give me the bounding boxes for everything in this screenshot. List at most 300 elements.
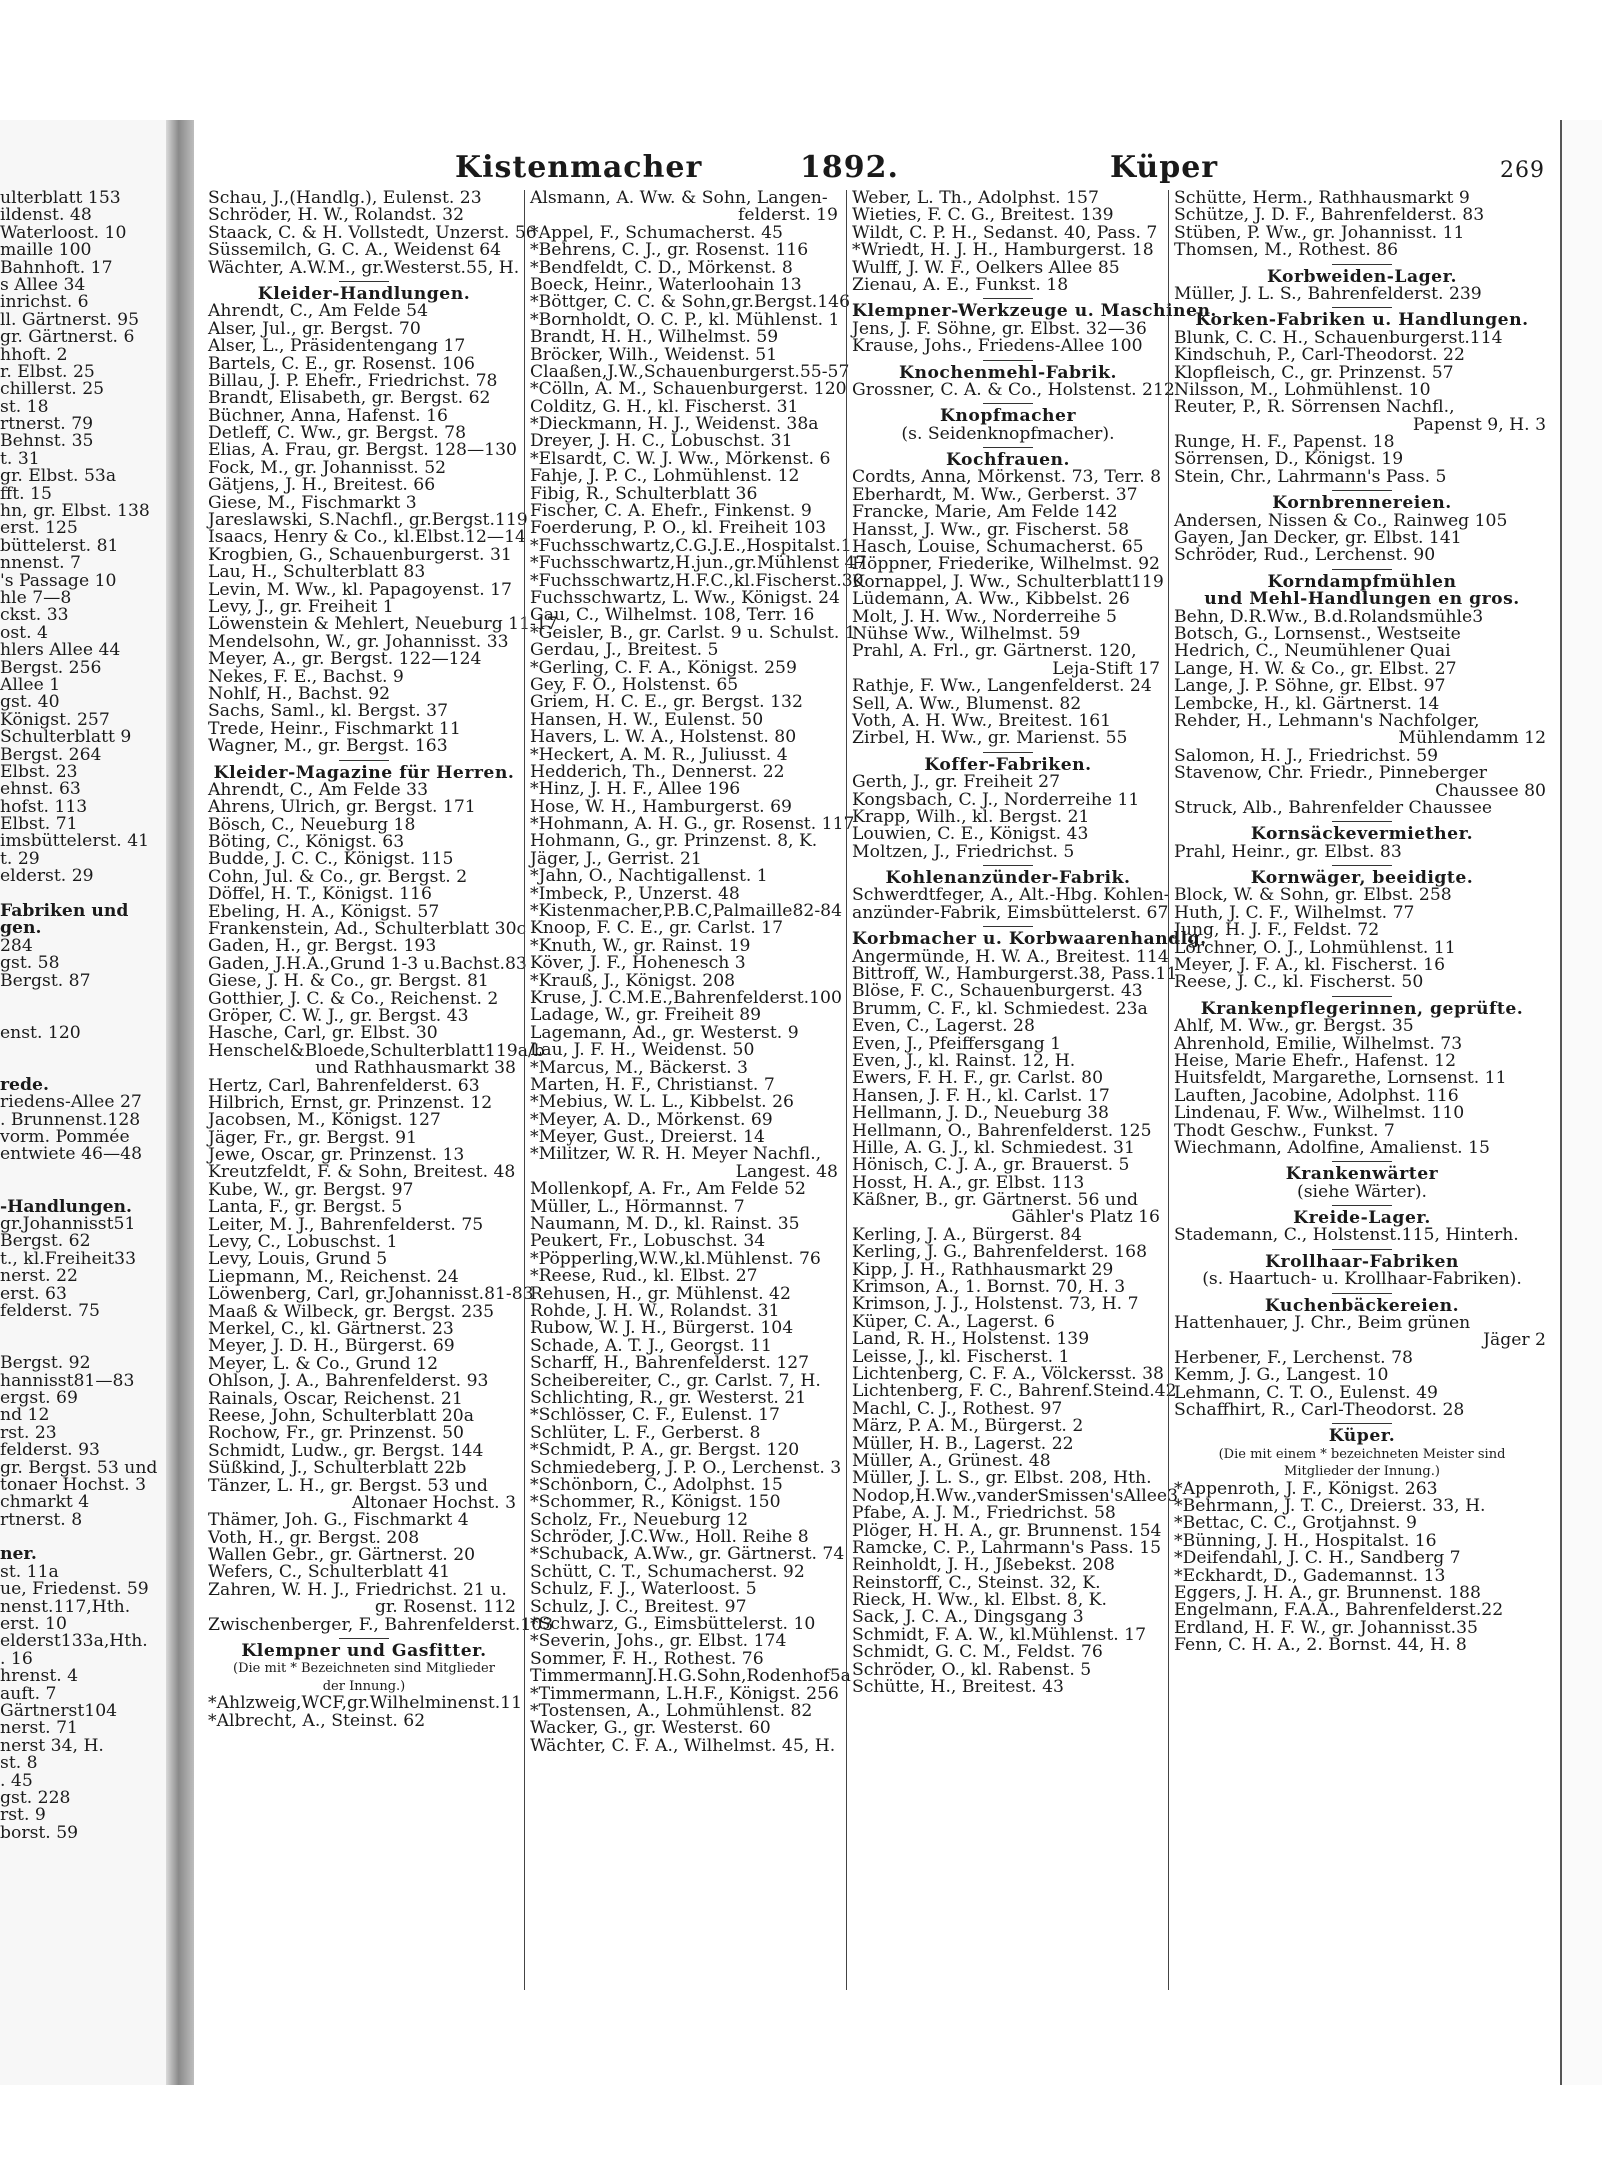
directory-entry: Schulz, F. J., Waterloost. 5 (530, 1579, 757, 1600)
directory-entry: Levin, M. Ww., kl. Papagoyenst. 17 (208, 579, 512, 600)
directory-entry: Marten, H. F., Christianst. 7 (530, 1074, 775, 1095)
facing-page-line: rtnerst. 79 (0, 414, 94, 435)
entry-continuation: Gähler's Platz 16 (1011, 1207, 1160, 1228)
directory-entry: Scholz, Fr., Neueburg 12 (530, 1509, 749, 1530)
facing-page-line: ner. (0, 1544, 37, 1565)
directory-entry: Zienau, A. E., Funkst. 18 (852, 274, 1069, 295)
entry-continuation: Jäger 2 (1483, 1330, 1546, 1351)
entry-continuation: Leja-Stift 17 (1052, 658, 1160, 679)
directory-entry: Liepmann, M., Reichenst. 24 (208, 1266, 459, 1287)
facing-page-line: Fabriken und (0, 901, 129, 922)
directory-entry: Schütte, Herm., Rathhausmarkt 9 (1174, 188, 1470, 208)
running-head-left: Kistenmacher (455, 150, 703, 185)
facing-page-line: Bahnhoft. 17 (0, 257, 113, 278)
facing-page-line (0, 1320, 160, 1337)
directory-column-4 (1174, 190, 1550, 1654)
directory-entry: Lembcke, H., kl. Gärtnerst. 14 (1174, 693, 1440, 714)
directory-entry: Kongsbach, C. J., Norderreihe 11 (852, 789, 1140, 810)
directory-entry: Kemm, J. G., Langest. 10 (1174, 1365, 1389, 1386)
section-heading: Kornbrennereien. (1272, 493, 1452, 514)
facing-page-line (0, 1042, 160, 1059)
facing-page-line: chmarkt 4 (0, 1492, 90, 1513)
directory-entry: Machl, C. J., Rothest. 97 (852, 1398, 1063, 1419)
facing-page-line: nerst 34, H. (0, 1735, 104, 1756)
directory-entry: Stavenow, Chr. Friedr., Pinneberger (1174, 763, 1487, 784)
directory-entry: *Jahn, O., Nachtigallenst. 1 (530, 866, 768, 887)
section-heading: Küper. (1328, 1426, 1396, 1447)
facing-page-line: gst. 228 (0, 1787, 71, 1808)
section-divider (1174, 1245, 1550, 1254)
directory-entry: Engelmann, F.A.A., Bahrenfelderst.22 (1174, 1600, 1504, 1621)
facing-page-line: elderst. 29 (0, 866, 94, 887)
directory-entry: Hansst, J. Ww., gr. Fischerst. 58 (852, 519, 1130, 540)
directory-entry: Leiter, M. J., Bahrenfelderst. 75 (208, 1214, 484, 1235)
directory-entry: Schröder, J.C.Ww., Holl. Reihe 8 (530, 1527, 809, 1548)
directory-entry: Zahren, W. H. J., Friedrichst. 21 u. (208, 1579, 507, 1600)
directory-entry: Lagemann, Ad., gr. Westerst. 9 (530, 1022, 799, 1043)
section-divider (852, 861, 1164, 870)
directory-entry: Elias, A. Frau, gr. Bergst. 128—130 (208, 440, 517, 461)
cross-reference: (s. Seidenknopfmacher). (901, 423, 1115, 444)
column-rule (846, 190, 847, 1990)
directory-entry: Schaffhirt, R., Carl-Theodorst. 28 (1174, 1400, 1465, 1420)
column-rule (524, 190, 525, 1990)
facing-page-line: ulterblatt 153 (0, 188, 121, 208)
facing-page-line: st. 8 (0, 1753, 38, 1774)
facing-page-line: Bergst. 62 (0, 1231, 91, 1252)
facing-page-line: nerst. 22 (0, 1266, 78, 1287)
directory-entry: Gerdau, J., Breitest. 5 (530, 640, 719, 661)
directory-entry: Schmidt, G. C. M., Feldst. 76 (852, 1642, 1103, 1663)
directory-entry: Hille, A. G. J., kl. Schmiedest. 31 (852, 1137, 1135, 1158)
section-divider (852, 399, 1164, 408)
directory-entry: Thämer, Joh. G., Fischmarkt 4 (208, 1510, 469, 1531)
directory-entry: Krause, Johs., Friedens-Allee 100 (852, 336, 1143, 357)
directory-entry: Wacker, G., gr. Westerst. 60 (530, 1718, 771, 1739)
facing-page-line: borst. 59 (0, 1822, 79, 1843)
directory-entry: Büchner, Anna, Hafenst. 16 (208, 405, 448, 426)
section-heading: Kornsäckevermiether. (1250, 824, 1474, 845)
directory-entry: Hedderich, Th., Dennerst. 22 (530, 761, 785, 782)
section-note: Mitglieder der Innung.) (1284, 1464, 1440, 1480)
directory-entry: Rehder, H., Lehmann's Nachfolger, (1174, 710, 1480, 731)
directory-entry: Schade, A. T. J., Georgst. 11 (530, 1335, 772, 1356)
directory-entry: Rieck, H. Ww., kl. Elbst. 8, K. (852, 1590, 1107, 1611)
directory-entry: *Severin, Johs., gr. Elbst. 174 (530, 1631, 787, 1652)
directory-entry: Lau, J. F. H., Weidenst. 50 (530, 1040, 755, 1061)
facing-page-edge (0, 120, 166, 2085)
directory-column-1 (208, 188, 558, 1731)
facing-page-line: rtnerst. 8 (0, 1509, 83, 1530)
directory-entry: Behn, D.R.Ww., B.d.Rolandsmühle3 (1174, 606, 1484, 627)
directory-entry: Schröder, Rud., Lerchenst. 90 (1174, 545, 1436, 566)
directory-entry: *Appenroth, J. F., Königst. 263 (1174, 1478, 1438, 1499)
facing-page-line: ergst. 69 (0, 1387, 78, 1408)
section-divider (852, 748, 1164, 757)
directory-entry: Reese, John, Schulterblatt 20a (208, 1405, 474, 1426)
directory-entry: Ebeling, H. A., Königst. 57 (208, 901, 440, 922)
directory-entry: Huitsfeldt, Margarethe, Lornsenst. 11 (1174, 1068, 1507, 1089)
facing-page-line: hlers Allee 44 (0, 640, 121, 661)
directory-entry: Müller, A., Grünest. 48 (852, 1450, 1051, 1471)
directory-entry: Detleff, C. Ww., gr. Bergst. 78 (208, 423, 467, 444)
facing-page-line: Waterloost. 10 (0, 222, 127, 243)
directory-entry: *Appel, F., Schumacherst. 45 (530, 222, 783, 243)
facing-page-line: gr. Elbst. 53a (0, 466, 117, 487)
directory-entry: Peukert, Fr., Lobuschst. 34 (530, 1231, 766, 1252)
directory-entry: Schmiedeberg, J. P. O., Lerchenst. 3 (530, 1457, 842, 1478)
directory-entry: Boeck, Heinr., Waterloohain 13 (530, 274, 802, 295)
directory-entry: Löwenstein & Mehlert, Neueburg 11-17 (208, 614, 558, 635)
facing-page-line: Behnst. 35 (0, 431, 94, 452)
directory-entry: Heise, Marie Ehefr., Hafenst. 12 (1174, 1050, 1456, 1071)
directory-entry: Herbener, F., Lerchenst. 78 (1174, 1347, 1413, 1368)
directory-entry: Lange, J. P. Söhne, gr. Elbst. 97 (1174, 676, 1446, 697)
directory-entry: Dreyer, J. H. C., Lobuschst. 31 (530, 431, 793, 452)
directory-entry: Lindenau, F. Ww., Wilhelmst. 110 (1174, 1103, 1465, 1124)
directory-entry: Maaß & Wilbeck, gr. Bergst. 235 (208, 1301, 495, 1322)
section-heading: Krollhaar-Fabriken (1265, 1251, 1459, 1272)
directory-entry: Hohmann, G., gr. Prinzenst. 8, K. (530, 831, 818, 852)
facing-page-line: Elbst. 23 (0, 761, 78, 782)
facing-page-line: maille 100 (0, 240, 92, 261)
facing-page-line: ildenst. 48 (0, 205, 92, 226)
directory-column-2 (530, 188, 867, 1756)
directory-entry: Scheibereiter, C., gr. Carlst. 7, H. (530, 1370, 821, 1391)
page-number: 269 (1500, 158, 1545, 183)
facing-page-line: t. 29 (0, 848, 40, 869)
directory-entry: Grossner, C. A. & Co., Holstenst. 212 (852, 379, 1175, 400)
facing-page-line: elderst133a,Hth. (0, 1631, 148, 1652)
section-divider (1174, 486, 1550, 495)
directory-entry: Ahrenhold, Emilie, Wilhelmst. 73 (1174, 1033, 1463, 1054)
directory-entry: Plöger, H. H. A., gr. Brunnenst. 154 (852, 1520, 1162, 1541)
directory-entry: Käßner, B., gr. Gärtnerst. 56 und (852, 1190, 1139, 1211)
directory-entry: Nühse Ww., Wilhelmst. 59 (852, 623, 1081, 644)
directory-entry: *Hohmann, A. H. G., gr. Rosenst. 117 (530, 814, 855, 835)
facing-page-line: fft. 15 (0, 483, 52, 504)
directory-entry: Gerth, J., gr. Freiheit 27 (852, 772, 1061, 793)
directory-entry: *Eckhardt, D., Gademannst. 13 (1174, 1565, 1446, 1586)
directory-entry: Jareslawski, S.Nachfl., gr.Bergst.119 (208, 510, 528, 531)
entry-continuation: Altonaer Hochst. 3 (352, 1492, 516, 1513)
directory-entry: *Fuchsschwartz,H.jun.,gr.Mühlenst 47 (530, 553, 867, 574)
section-divider (1174, 565, 1550, 574)
section-divider (208, 756, 520, 765)
facing-page-line: s Allee 34 (0, 274, 86, 295)
directory-entry: Wallen Gebr., gr. Gärtnerst. 20 (208, 1545, 476, 1566)
directory-entry: Erdland, H. F. W., gr. Johannisst.35 (1174, 1617, 1478, 1638)
section-divider (208, 1634, 520, 1643)
directory-entry: Alser, L., Präsidentengang 17 (208, 336, 466, 357)
facing-page-line: nnenst. 7 (0, 553, 81, 574)
directory-entry: Wulff, J. W. F., Oelkers Allee 85 (852, 257, 1120, 278)
directory-entry: Rochow, Fr., gr. Prinzenst. 50 (208, 1423, 464, 1444)
facing-page-line: Bergst. 256 (0, 657, 102, 678)
section-divider (1174, 1289, 1550, 1298)
directory-entry: Griem, H. C. E., gr. Bergst. 132 (530, 692, 803, 713)
directory-entry: Fock, M., gr. Johannisst. 52 (208, 457, 447, 478)
directory-entry: Nilsson, M., Lohmühlenst. 10 (1174, 379, 1431, 400)
directory-entry: Hansen, J. F. H., kl. Carlst. 17 (852, 1085, 1110, 1106)
directory-entry: Gau, C., Wilhelmst. 108, Terr. 16 (530, 605, 815, 626)
facing-page-line: hn, gr. Elbst. 138 (0, 501, 150, 522)
directory-entry: Schmidt, Ludw., gr. Bergst. 144 (208, 1440, 484, 1461)
facing-page-line: imsbüttelerst. 41 (0, 831, 150, 852)
section-divider (852, 294, 1164, 303)
facing-page-line (0, 990, 160, 1007)
directory-entry: Meyer, J. D. H., Bürgerst. 69 (208, 1336, 455, 1357)
section-divider (1174, 1157, 1550, 1166)
directory-entry: Bröcker, Wilh., Weidenst. 51 (530, 344, 778, 365)
section-heading: Knopfmacher (939, 406, 1077, 427)
section-heading: Koffer-Fabriken. (924, 754, 1092, 775)
directory-entry: Wiechmann, Adolfine, Amalienst. 15 (1174, 1137, 1490, 1158)
directory-entry: Ahlf, M. Ww., gr. Bergst. 35 (1174, 1016, 1414, 1037)
facing-page-line: t., kl.Freiheit33 (0, 1248, 136, 1269)
directory-entry: Schulz, J. C., Breitest. 97 (530, 1596, 747, 1617)
directory-entry: *Marcus, M., Bäckerst. 3 (530, 1057, 748, 1078)
section-divider (1174, 817, 1550, 826)
directory-entry: *Timmermann, L.H.F., Königst. 256 (530, 1683, 839, 1704)
facing-page-text (0, 190, 160, 1842)
directory-entry: *Behrens, C. J., gr. Rosenst. 116 (530, 240, 809, 261)
entry-continuation: und Rathhausmarkt 38 (315, 1058, 516, 1079)
directory-entry: Rehusen, H., gr. Mühlenst. 42 (530, 1283, 791, 1304)
facing-page-line: entwiete 46—48 (0, 1144, 142, 1165)
directory-entry: Gey, F. O., Holstenst. 65 (530, 674, 739, 695)
directory-entry: Trede, Heinr., Fischmarkt 11 (208, 718, 461, 739)
facing-page-line: -Handlungen. (0, 1196, 132, 1217)
directory-entry: Wächter, A.W.M., gr.Westerst.55, H. (208, 257, 520, 278)
directory-entry: Hedrich, C., Neumühlener Quai (1174, 641, 1451, 662)
section-note: (Die mit * Bezeichneten sind Mitglieder (233, 1661, 495, 1677)
directory-entry: Höppner, Friederike, Wilhelmst. 92 (852, 554, 1160, 575)
directory-entry: Jäger, Fr., gr. Bergst. 91 (208, 1127, 418, 1148)
directory-entry: anzünder-Fabrik, Eimsbüttelerst. 67 (852, 902, 1169, 923)
directory-entry: *Fuchsschwartz,H.F.C.,kl.Fischerst.30 (530, 570, 864, 591)
directory-entry: Krogbien, G., Schauenburgerst. 31 (208, 544, 512, 565)
section-heading: Korbweiden-Lager. (1266, 266, 1458, 287)
directory-entry: Ewers, F. H. F., gr. Carlst. 80 (852, 1068, 1104, 1089)
directory-entry: Hönisch, C. J. A., gr. Brauerst. 5 (852, 1155, 1130, 1176)
directory-entry: Ahrendt, C., Am Felde 54 (208, 301, 429, 322)
directory-entry: *Albrecht, A., Steinst. 62 (208, 1710, 426, 1731)
directory-entry: Gaden, H., gr. Bergst. 193 (208, 936, 437, 957)
directory-entry: Botsch, G., Lornsenst., Westseite (1174, 623, 1461, 644)
facing-page-line: rst. 23 (0, 1422, 57, 1443)
directory-entry: *Reese, Rud., kl. Elbst. 27 (530, 1266, 758, 1287)
directory-entry: Lau, H., Schulterblatt 83 (208, 562, 426, 583)
section-divider (852, 356, 1164, 365)
directory-entry: *Cölln, A. M., Schauenburgerst. 120 (530, 379, 847, 400)
facing-page-line: gst. 40 (0, 692, 60, 713)
directory-entry: Rohde, J. H. W., Rolandst. 31 (530, 1301, 780, 1321)
directory-entry: Kruse, J. C.M.E.,Bahrenfelderst.100 (530, 987, 842, 1008)
facing-page-line: hofst. 113 (0, 796, 88, 817)
directory-entry: Schröder, H. W., Rolandst. 32 (208, 205, 465, 226)
directory-entry: Merkel, C., kl. Gärtnerst. 23 (208, 1319, 454, 1339)
facing-page-line: nenst.117,Hth. (0, 1596, 131, 1617)
facing-page-line: rst. 9 (0, 1805, 46, 1826)
section-divider (1174, 260, 1550, 269)
directory-entry: Voth, H., gr. Bergst. 208 (208, 1527, 420, 1548)
directory-entry: Böting, C., Königst. 63 (208, 832, 405, 853)
facing-page-line: erst. 125 (0, 518, 78, 539)
directory-entry: Thomsen, M., Rothest. 86 (1174, 240, 1399, 261)
directory-entry: Fibig, R., Schulterblatt 36 (530, 483, 758, 504)
facing-page-line: nd 12 (0, 1405, 50, 1426)
directory-entry: Salomon, H. J., Friedrichst. 59 (1174, 745, 1439, 766)
directory-entry: Levy, C., Lobuschst. 1 (208, 1232, 398, 1253)
directory-entry: Müller, L., Hörmannst. 7 (530, 1196, 745, 1217)
directory-entry: Eberhardt, M. Ww., Gerberst. 37 (852, 484, 1138, 505)
facing-page-line: felderst. 93 (0, 1440, 100, 1461)
directory-entry: Isaacs, Henry & Co., kl.Elbst.12—14 (208, 527, 526, 548)
directory-entry: Krapp, Wilh., kl. Bergst. 21 (852, 806, 1090, 827)
directory-entry: Blöse, F. C., Schauenburgerst. 43 (852, 981, 1143, 1002)
facing-page-line: gen. (0, 918, 42, 939)
directory-entry: Jäger, J., Gerrist. 21 (530, 848, 702, 869)
directory-entry: Ahrendt, C., Am Felde 33 (208, 779, 429, 800)
facing-page-line: ckst. 33 (0, 605, 69, 626)
directory-entry: Meyer, J. F. A., kl. Fischerst. 16 (1174, 955, 1446, 976)
directory-entry: Schütt, C. T., Schumacherst. 92 (530, 1561, 805, 1582)
section-heading: Kreide-Lager. (1293, 1208, 1431, 1229)
facing-page-line: ehnst. 63 (0, 779, 81, 800)
directory-entry: Kreutzfeldt, F. & Sohn, Breitest. 48 (208, 1162, 516, 1183)
directory-entry: Hellmann, J. D., Neueburg 38 (852, 1103, 1109, 1124)
directory-entry: Tänzer, L. H., gr. Bergst. 53 und (208, 1475, 488, 1496)
section-heading: Korbmacher u. Korbwaarenhandlg. (852, 929, 1207, 950)
cross-reference: (s. Haartuch- u. Krollhaar-Fabriken). (1202, 1269, 1522, 1290)
facing-page-line (0, 1164, 160, 1181)
directory-entry: Hattenhauer, J. Chr., Beim grünen (1174, 1313, 1471, 1334)
facing-page-line: 284 (0, 935, 33, 956)
directory-entry: Billau, J. P. Ehefr., Friedrichst. 78 (208, 370, 498, 391)
directory-entry: Zwischenberger, F., Bahrenfelderst.103 (208, 1614, 554, 1635)
directory-entry: Ramcke, C. P., Lahrmann's Pass. 15 (852, 1537, 1162, 1558)
directory-entry: *Bendfeldt, C. D., Mörkenst. 8 (530, 257, 793, 278)
directory-entry: Jacobsen, M., Königst. 127 (208, 1110, 441, 1131)
directory-entry: Sell, A. Ww., Blumenst. 82 (852, 693, 1082, 714)
directory-entry: Sack, J. C. A., Dingsgang 3 (852, 1607, 1084, 1628)
directory-entry: Krimson, A., 1. Bornst. 70, H. 3 (852, 1277, 1126, 1298)
facing-page-line: riedens-Allee 27 (0, 1092, 142, 1113)
directory-entry: Schlichting, R., gr. Westerst. 21 (530, 1387, 807, 1408)
facing-page-line: ue, Friedenst. 59 (0, 1579, 149, 1600)
directory-entry: Moltzen, J., Friedrichst. 5 (852, 841, 1075, 862)
directory-entry: Brandt, H. H., Wilhelmst. 59 (530, 327, 779, 348)
directory-entry: *Meyer, Gust., Dreierst. 14 (530, 1127, 765, 1148)
directory-entry: Reese, J. C., kl. Fischerst. 50 (1174, 972, 1424, 993)
directory-entry: Even, J., kl. Rainst. 12, H. (852, 1050, 1076, 1071)
directory-entry: Fuchsschwartz, L. Ww., Königst. 24 (530, 587, 840, 608)
section-heading: Krankenpflegerinnen, geprüfte. (1200, 998, 1524, 1019)
facing-page-line: chillerst. 25 (0, 379, 105, 400)
directory-entry: *Böttger, C. C. & Sohn,gr.Bergst.146 (530, 292, 851, 313)
directory-entry: Thodt Geschw., Funkst. 7 (1174, 1120, 1395, 1141)
directory-entry: Lange, H. W. & Co., gr. Elbst. 27 (1174, 658, 1457, 679)
directory-column-3 (852, 188, 1217, 1698)
directory-entry: Prahl, A. Frl., gr. Gärtnerst. 120, (852, 641, 1137, 662)
directory-entry: *Wriedt, H. J. H., Hamburgerst. 18 (852, 240, 1154, 261)
directory-entry: Döffel, H. T., Königst. 116 (208, 884, 432, 905)
directory-entry: Gotthier, J. C. & Co., Reichenst. 2 (208, 988, 499, 1009)
directory-entry: Wieties, F. C. G., Breitest. 139 (852, 205, 1114, 226)
directory-entry: Angermünde, H. W. A., Breitest. 114 (852, 946, 1169, 967)
directory-entry: Gaden, J.H.A.,Grund 1-3 u.Bachst.83 (208, 953, 527, 974)
directory-entry: Wächter, C. F. A., Wilhelmst. 45, H. (530, 1735, 836, 1756)
directory-entry: Voth, A. H. Ww., Breitest. 161 (852, 710, 1112, 731)
section-heading: Klempner und Gasfitter. (241, 1641, 487, 1662)
book-gutter (166, 120, 194, 2085)
directory-entry: *Gerling, C. F. A., Königst. 259 (530, 657, 797, 678)
directory-entry: Krimson, J. J., Holstenst. 73, H. 7 (852, 1294, 1139, 1315)
directory-entry: Schütte, H., Breitest. 43 (852, 1677, 1064, 1698)
directory-entry: Gröper, C. W. J., gr. Bergst. 43 (208, 1005, 469, 1026)
directory-entry: Süßkind, J., Schulterblatt 22b (208, 1458, 467, 1479)
directory-entry: *Dieckmann, H. J., Weidenst. 38a (530, 414, 819, 435)
directory-entry: Rathje, F. Ww., Langenfelderst. 24 (852, 676, 1152, 697)
directory-entry: Bösch, C., Neueburg 18 (208, 814, 416, 835)
facing-page-line: Bergst. 87 (0, 970, 91, 991)
directory-entry: Schau, J.,(Handlg.), Eulenst. 23 (208, 188, 482, 208)
directory-entry: Müller, J. L. S., Bahrenfelderst. 239 (1174, 283, 1482, 304)
directory-entry: *Schuback, A.Ww., gr. Gärtnerst. 74 (530, 1544, 845, 1565)
facing-page-line: rede. (0, 1074, 49, 1095)
directory-entry: Levy, Louis, Grund 5 (208, 1249, 388, 1270)
section-divider (208, 277, 520, 286)
directory-entry: Hansen, H. W., Eulenst. 50 (530, 709, 764, 730)
directory-entry: *Hinz, J. H. F., Allee 196 (530, 779, 741, 800)
facing-page-line: gr. Gärtnerst. 6 (0, 327, 135, 348)
directory-entry: *Imbeck, P., Unzerst. 48 (530, 883, 740, 904)
directory-entry: *Mebius, W. L. L., Kibbelst. 26 (530, 1092, 794, 1113)
facing-page-line: . 45 (0, 1770, 33, 1791)
facing-page-line: ll. Gärtnerst. 95 (0, 309, 140, 330)
directory-entry: Sommer, F. H., Rothest. 76 (530, 1648, 764, 1669)
directory-entry: Levy, J., gr. Freiheit 1 (208, 596, 394, 617)
facing-page-line: erst. 63 (0, 1283, 67, 1304)
directory-entry: Kerling, J. G., Bahrenfelderst. 168 (852, 1242, 1148, 1263)
directory-entry: Schütze, J. D. F., Bahrenfelderst. 83 (1174, 205, 1485, 226)
directory-entry: Lehmann, C. T. O., Eulenst. 49 (1174, 1382, 1438, 1403)
facing-page-line: . 16 (0, 1648, 33, 1669)
directory-entry: Cohn, Jul. & Co., gr. Bergst. 2 (208, 866, 468, 887)
page-edge (1560, 120, 1602, 2085)
facing-page-line: r. Elbst. 25 (0, 361, 95, 382)
directory-entry: *Geisler, B., gr. Carlst. 9 u. Schulst. 1 (530, 622, 856, 643)
directory-entry: Löwenberg, Carl, gr.Johannisst.81-83 (208, 1284, 534, 1305)
section-heading: Krankenwärter (1285, 1164, 1439, 1185)
facing-page-line: . Brunnenst.128 (0, 1109, 141, 1130)
running-head-right: Küper (1110, 150, 1219, 185)
directory-entry: Hertz, Carl, Bahrenfelderst. 63 (208, 1075, 480, 1096)
directory-entry: Claaßen,J.W.,Schauenburgerst.55-57 (530, 361, 850, 382)
directory-entry: Meyer, L. & Co., Grund 12 (208, 1353, 439, 1374)
directory-entry: Louwien, C. E., Königst. 43 (852, 824, 1089, 845)
facing-page-line: inrichst. 6 (0, 292, 89, 313)
section-heading: Klempner-Werkzeuge u. Maschinen. (852, 301, 1217, 322)
directory-entry: *Fuchsschwartz,C.G.J.E.,Hospitalst.1 (530, 535, 852, 556)
facing-page-line: auft. 7 (0, 1683, 57, 1704)
directory-entry: Henschel&Bloede,Schulterblatt119a/b (208, 1040, 545, 1061)
directory-entry: Budde, J. C. C., Königst. 115 (208, 849, 454, 870)
directory-entry: Lüdemann, A. Ww., Kibbelst. 26 (852, 589, 1130, 610)
section-divider (1174, 303, 1550, 312)
directory-entry: Lauften, Jacobine, Adolphst. 116 (1174, 1085, 1459, 1106)
